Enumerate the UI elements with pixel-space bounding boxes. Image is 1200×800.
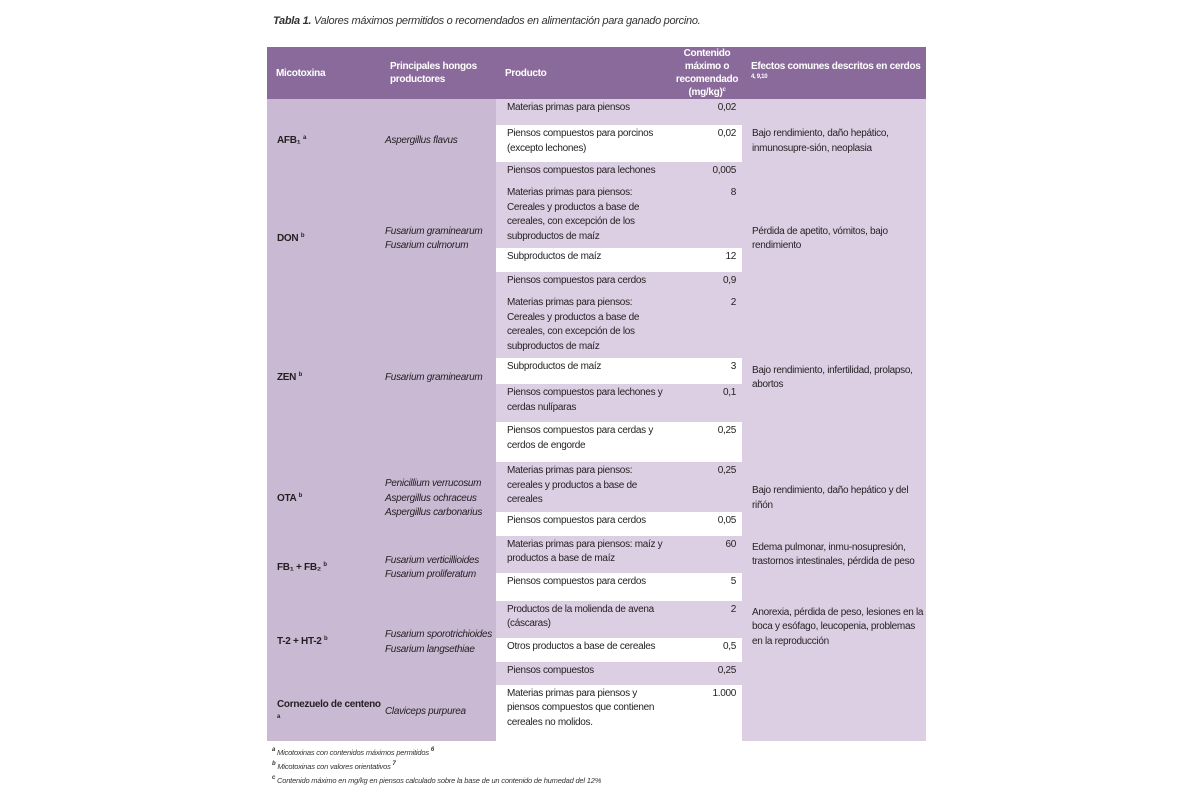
- footnote-text: Micotoxinas con valores orientativos: [275, 762, 393, 771]
- fungus-name: Fusarium culmorum: [385, 240, 469, 251]
- micotoxina-name: DON: [277, 232, 299, 244]
- product-cell: Otros productos a base de cereales: [496, 638, 672, 662]
- effects-cell: Edema pulmonar, inmu-nosupresión, trastornos intestinales, pérdida de peso: [742, 536, 926, 601]
- table-row: [267, 184, 926, 248]
- micotoxina-name: T-2 + HT-2: [277, 636, 322, 648]
- table-row: [267, 685, 926, 741]
- table-body: [267, 99, 926, 741]
- fungus-name: Fusarium graminearum: [385, 371, 483, 383]
- footnote: [272, 774, 601, 788]
- footnote-ref: 7: [392, 761, 396, 767]
- fungus-name: Aspergillus ochraceus: [385, 492, 477, 504]
- value-cell: 12: [672, 248, 742, 272]
- table-row: [267, 536, 926, 573]
- fungus-name: Claviceps purpurea: [385, 706, 466, 718]
- product-cell: Piensos compuestos para cerdas y cerdos de engorde: [496, 422, 672, 462]
- product-cell: Piensos compuestos para cerdos: [496, 272, 672, 294]
- header-contenido-text: Contenido máximo o recomendado (mg/kg): [675, 48, 739, 98]
- header-efectos-sup: 4, 9,10: [751, 74, 768, 80]
- product-cell: Materias primas para piensos: Cereales y productos a base de cereales, con excepción de los subproductos de maíz: [496, 184, 672, 248]
- product-cell: Subproductos de maíz: [496, 248, 672, 272]
- value-cell: 0,9: [672, 272, 742, 294]
- micotoxina-sup: b: [324, 636, 328, 643]
- effects-cell: Bajo rendimiento, daño hepático y del riñón: [742, 462, 926, 536]
- micotoxina-cell: [267, 685, 381, 741]
- product-cell: Piensos compuestos para lechones y cerdas nulíparas: [496, 384, 672, 422]
- header-contenido-sup: c: [722, 87, 726, 93]
- table-row: [267, 462, 926, 512]
- value-cell: 0,005: [672, 162, 742, 184]
- footnote-marker: a: [272, 747, 276, 753]
- effects-cell: Bajo rendimiento, daño hepático, inmunosupre-sión, neoplasia: [742, 99, 926, 184]
- micotoxina-cell: [267, 536, 381, 601]
- product-cell: Materias primas para piensos: Cereales y productos a base de cereales, con excepción de los subproductos de maíz: [496, 294, 672, 358]
- micotoxina-cell: [267, 462, 381, 536]
- product-cell: Piensos compuestos para cerdos: [496, 573, 672, 601]
- fungi-cell: [381, 601, 496, 685]
- footnote-marker: c: [272, 775, 276, 781]
- header-hongos: Principales hongos productores: [381, 47, 496, 99]
- product-cell: Piensos compuestos para cerdos: [496, 512, 672, 536]
- value-cell: 5: [672, 573, 742, 601]
- value-cell: 0,02: [672, 99, 742, 125]
- product-cell: Materias primas para piensos: [496, 99, 672, 125]
- micotoxina-name: FB₁ + FB₂: [277, 561, 321, 573]
- micotoxina-sup: a: [302, 135, 307, 142]
- header-producto: Producto: [496, 47, 672, 99]
- mycotoxin-table: [267, 47, 926, 741]
- footnote: [272, 760, 601, 774]
- header-efectos-text: Efectos comunes descritos en cerdos: [751, 61, 921, 72]
- fungus-name: Fusarium sporotrichioides: [385, 629, 492, 640]
- product-cell: Materias primas para piensos: cereales y productos a base de cereales: [496, 462, 672, 512]
- caption-label: Tabla 1.: [273, 15, 312, 27]
- fungus-name: Fusarium graminearum: [385, 225, 483, 237]
- effects-cell: Pérdida de apetito, vómitos, bajo rendimiento: [742, 184, 926, 294]
- product-cell: Materias primas para piensos y piensos compuestos que contienen cereales no molidos.: [496, 685, 672, 741]
- value-cell: 2: [672, 294, 742, 358]
- fungi-cell: [381, 462, 496, 536]
- value-cell: 0,1: [672, 384, 742, 422]
- footnote-text: Micotoxinas con contenidos máximos permitidos: [275, 748, 431, 757]
- fungus-name: Fusarium langsethiae: [385, 643, 475, 655]
- fungi-cell: [381, 99, 496, 184]
- value-cell: 2: [672, 601, 742, 638]
- effects-cell: Bajo rendimiento, infertilidad, prolapso, abortos: [742, 294, 926, 462]
- value-cell: 0,25: [672, 462, 742, 512]
- micotoxina-name: AFB₁: [277, 135, 301, 147]
- value-cell: 0,25: [672, 422, 742, 462]
- micotoxina-cell: [267, 99, 381, 184]
- value-cell: 8: [672, 184, 742, 248]
- footnote-marker: b: [272, 761, 276, 767]
- fungus-name: Fusarium verticillioides: [385, 554, 479, 566]
- fungi-cell: [381, 184, 496, 294]
- table-row: [267, 99, 926, 125]
- product-cell: Piensos compuestos para lechones: [496, 162, 672, 184]
- product-cell: Productos de la molienda de avena (cáscaras): [496, 601, 672, 638]
- micotoxina-cell: [267, 184, 381, 294]
- value-cell: 60: [672, 536, 742, 573]
- footnote-ref: 6: [430, 747, 434, 753]
- footnote-text: Contenido máximo en mg/kg en piensos calculado sobre la base de un contenido de humedad del 12%: [275, 776, 602, 785]
- micotoxina-sup: b: [298, 492, 302, 499]
- product-cell: Piensos compuestos: [496, 662, 672, 685]
- effects-cell: [742, 685, 926, 741]
- micotoxina-sup: b: [298, 371, 302, 378]
- header-micotoxina: Micotoxina: [267, 47, 381, 99]
- micotoxina-sup: b: [300, 232, 305, 239]
- value-cell: 0,25: [672, 662, 742, 685]
- value-cell: 0,5: [672, 638, 742, 662]
- fungus-name: Fusarium proliferatum: [385, 569, 476, 580]
- footnote: [272, 746, 601, 760]
- product-cell: Piensos compuestos para porcinos (excepto lechones): [496, 125, 672, 162]
- footnotes: [272, 746, 601, 788]
- table-row: [267, 601, 926, 638]
- fungi-cell: [381, 536, 496, 601]
- value-cell: 0,02: [672, 125, 742, 162]
- value-cell: 3: [672, 358, 742, 384]
- value-cell: 0,05: [672, 512, 742, 536]
- fungus-name: Aspergillus carbonarius: [385, 507, 483, 518]
- fungus-name: Penicillium verrucosum: [385, 478, 482, 489]
- micotoxina-cell: [267, 601, 381, 685]
- header-row: [267, 47, 926, 99]
- table-row: [267, 294, 926, 358]
- micotoxina-sup: b: [323, 561, 327, 568]
- fungi-cell: [381, 685, 496, 741]
- header-contenido: [672, 47, 742, 99]
- micotoxina-name: Cornezuelo de centeno: [277, 699, 381, 710]
- micotoxina-cell: [267, 294, 381, 462]
- table-caption: [273, 15, 700, 27]
- micotoxina-name: OTA: [277, 492, 297, 504]
- product-cell: Materias primas para piensos: maíz y productos a base de maíz: [496, 536, 672, 573]
- product-cell: Subproductos de maíz: [496, 358, 672, 384]
- fungi-cell: [381, 294, 496, 462]
- caption-text: Valores máximos permitidos o recomendados en alimentación para ganado porcino.: [311, 15, 701, 27]
- header-efectos: [742, 47, 926, 99]
- value-cell: 1.000: [672, 685, 742, 741]
- fungus-name: Aspergillus flavus: [385, 135, 458, 147]
- effects-cell: Anorexia, pérdida de peso, lesiones en la boca y esófago, leucopenia, problemas en la reproducción: [742, 601, 926, 685]
- micotoxina-name: ZEN: [277, 371, 297, 383]
- micotoxina-sup: a: [277, 713, 281, 720]
